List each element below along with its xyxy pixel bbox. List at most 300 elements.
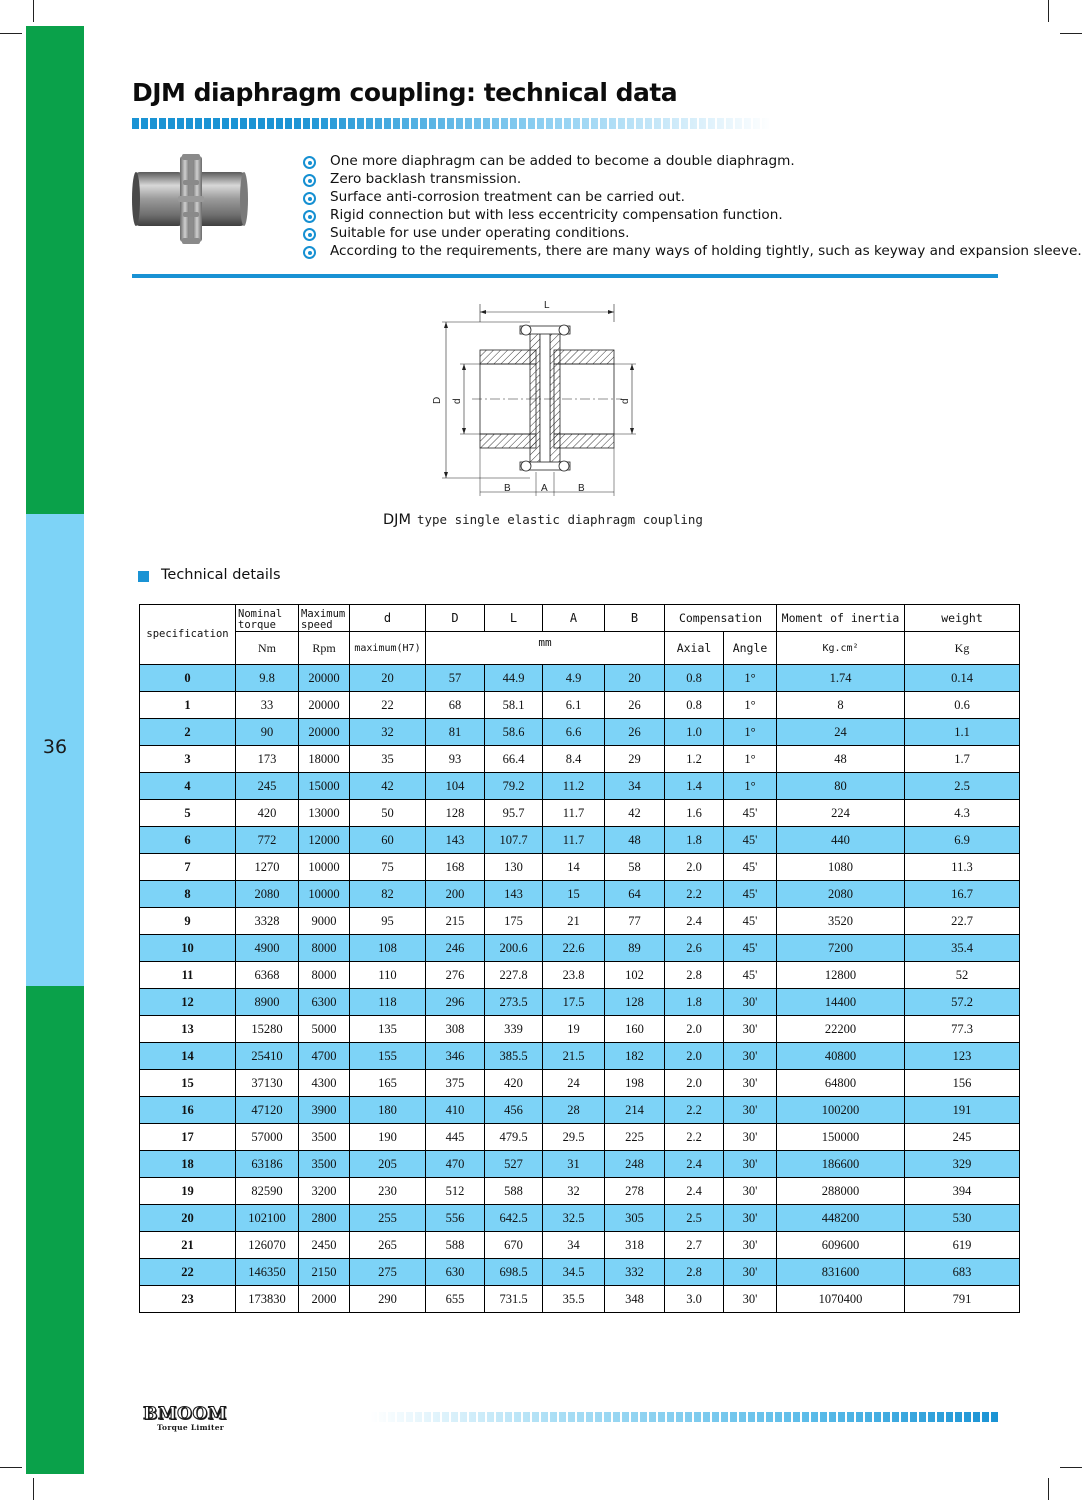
- table-cell: 14400: [777, 989, 905, 1016]
- bullet-icon: [303, 156, 316, 169]
- table-cell: 290: [350, 1286, 426, 1313]
- table-cell: 30': [724, 1097, 777, 1124]
- logo-tagline: Torque Limiter: [157, 1423, 225, 1432]
- table-cell: 8900: [236, 989, 299, 1016]
- table-cell: 1.0: [665, 719, 724, 746]
- header-compensation: Compensation: [665, 605, 777, 632]
- table-cell: 530: [905, 1205, 1020, 1232]
- table-cell: 2.8: [665, 1259, 724, 1286]
- table-cell: 1°: [724, 665, 777, 692]
- table-cell: 2000: [299, 1286, 350, 1313]
- table-cell: 32.5: [543, 1205, 605, 1232]
- coupling-drawing: [420, 296, 660, 500]
- table-cell: 2.4: [665, 908, 724, 935]
- table-cell: 305: [605, 1205, 665, 1232]
- table-row: [140, 1286, 1020, 1313]
- table-cell: 2.8: [665, 962, 724, 989]
- table-cell: 1°: [724, 773, 777, 800]
- table-cell: 44.9: [485, 665, 543, 692]
- header-D: D: [426, 605, 485, 632]
- dim-d-right-label: d: [620, 398, 631, 404]
- table-cell: 332: [605, 1259, 665, 1286]
- header-maximum-speed: Maximum speed: [299, 605, 350, 632]
- table-cell: 60: [350, 827, 426, 854]
- table-cell: 26: [605, 719, 665, 746]
- table-cell: 123: [905, 1043, 1020, 1070]
- caption-code: DJM: [383, 512, 411, 528]
- header-L: L: [485, 605, 543, 632]
- table-cell: 95.7: [485, 800, 543, 827]
- table-row: [140, 881, 1020, 908]
- cell-specification: 13: [140, 1016, 236, 1043]
- table-cell: 15000: [299, 773, 350, 800]
- table-row: [140, 746, 1020, 773]
- table-row: [140, 1259, 1020, 1286]
- table-cell: 173: [236, 746, 299, 773]
- table-cell: 4300: [299, 1070, 350, 1097]
- table-cell: 20000: [299, 719, 350, 746]
- feature-item: [302, 242, 1082, 260]
- table-cell: 80: [777, 773, 905, 800]
- table-cell: 230: [350, 1178, 426, 1205]
- table-cell: 2.2: [665, 1097, 724, 1124]
- unit-kgcm: Kg.cm²: [777, 632, 905, 665]
- table-cell: 95: [350, 908, 426, 935]
- table-cell: 1.8: [665, 827, 724, 854]
- table-cell: 4.9: [543, 665, 605, 692]
- table-cell: 420: [485, 1070, 543, 1097]
- header-A: A: [543, 605, 605, 632]
- table-cell: 609600: [777, 1232, 905, 1259]
- table-cell: 346: [426, 1043, 485, 1070]
- table-cell: 1.2: [665, 746, 724, 773]
- table-cell: 619: [905, 1232, 1020, 1259]
- table-cell: 2.0: [665, 1016, 724, 1043]
- table-row: [140, 773, 1020, 800]
- table-cell: 20: [350, 665, 426, 692]
- table-cell: 831600: [777, 1259, 905, 1286]
- table-cell: 89: [605, 935, 665, 962]
- table-cell: 35.5: [543, 1286, 605, 1313]
- table-cell: 146350: [236, 1259, 299, 1286]
- table-cell: 30': [724, 1178, 777, 1205]
- table-cell: 82: [350, 881, 426, 908]
- crop-mark: [1048, 0, 1049, 22]
- table-cell: 1.1: [905, 719, 1020, 746]
- cell-specification: 17: [140, 1124, 236, 1151]
- bullet-icon: [303, 192, 316, 205]
- table-cell: 655: [426, 1286, 485, 1313]
- table-cell: 30': [724, 1205, 777, 1232]
- page-number: 36: [42, 736, 68, 758]
- table-cell: 3328: [236, 908, 299, 935]
- table-cell: 683: [905, 1259, 1020, 1286]
- table-cell: 1°: [724, 719, 777, 746]
- table-cell: 128: [605, 989, 665, 1016]
- table-cell: 77.3: [905, 1016, 1020, 1043]
- unit-nm: Nm: [236, 632, 299, 665]
- table-cell: 20000: [299, 665, 350, 692]
- table-cell: 110: [350, 962, 426, 989]
- table-cell: 20000: [299, 692, 350, 719]
- table-cell: 3.0: [665, 1286, 724, 1313]
- table-row: [140, 1097, 1020, 1124]
- table-cell: 224: [777, 800, 905, 827]
- table-cell: 308: [426, 1016, 485, 1043]
- table-cell: 128: [426, 800, 485, 827]
- table-cell: 81: [426, 719, 485, 746]
- title-dash-divider: [132, 118, 772, 129]
- table-cell: 42: [605, 800, 665, 827]
- table-cell: 126070: [236, 1232, 299, 1259]
- cell-specification: 19: [140, 1178, 236, 1205]
- table-cell: 12000: [299, 827, 350, 854]
- table-cell: 58: [605, 854, 665, 881]
- table-cell: 42: [350, 773, 426, 800]
- table-cell: 588: [426, 1232, 485, 1259]
- table-cell: 30': [724, 989, 777, 1016]
- table-cell: 0.8: [665, 665, 724, 692]
- table-cell: 8000: [299, 935, 350, 962]
- header-d: d: [350, 605, 426, 632]
- table-cell: 14: [543, 854, 605, 881]
- table-cell: 33: [236, 692, 299, 719]
- table-body: [140, 665, 1020, 1313]
- cell-specification: 18: [140, 1151, 236, 1178]
- table-cell: 58.1: [485, 692, 543, 719]
- caption-text: type single elastic diaphragm coupling: [416, 512, 703, 527]
- table-cell: 273.5: [485, 989, 543, 1016]
- table-cell: 1°: [724, 692, 777, 719]
- table-cell: 5000: [299, 1016, 350, 1043]
- cell-specification: 10: [140, 935, 236, 962]
- table-cell: 19: [543, 1016, 605, 1043]
- table-cell: 63186: [236, 1151, 299, 1178]
- table-cell: 2150: [299, 1259, 350, 1286]
- feature-text: Rigid connection but with less eccentricity compensation function.: [330, 207, 783, 223]
- crop-mark: [1060, 33, 1082, 34]
- table-cell: 102100: [236, 1205, 299, 1232]
- header-specification: specification: [140, 605, 236, 665]
- table-cell: 6368: [236, 962, 299, 989]
- table-cell: 30': [724, 1016, 777, 1043]
- table-cell: 17.5: [543, 989, 605, 1016]
- table-cell: 143: [485, 881, 543, 908]
- table-cell: 0.8: [665, 692, 724, 719]
- table-cell: 21: [543, 908, 605, 935]
- table-cell: 32: [543, 1178, 605, 1205]
- sidebar-green-bottom: [26, 986, 84, 1474]
- dim-B-left-label: B: [504, 483, 511, 494]
- table-row: [140, 935, 1020, 962]
- table-cell: 2.7: [665, 1232, 724, 1259]
- table-cell: 11.7: [543, 800, 605, 827]
- section-rule: [132, 274, 998, 278]
- table-cell: 13000: [299, 800, 350, 827]
- table-cell: 104: [426, 773, 485, 800]
- cell-specification: 1: [140, 692, 236, 719]
- table-cell: 45': [724, 854, 777, 881]
- table-cell: 1080: [777, 854, 905, 881]
- table-cell: 791: [905, 1286, 1020, 1313]
- table-cell: 93: [426, 746, 485, 773]
- table-cell: 2450: [299, 1232, 350, 1259]
- table-row: [140, 1043, 1020, 1070]
- table-cell: 135: [350, 1016, 426, 1043]
- table-cell: 255: [350, 1205, 426, 1232]
- table-cell: 45': [724, 935, 777, 962]
- cell-specification: 23: [140, 1286, 236, 1313]
- table-cell: 47120: [236, 1097, 299, 1124]
- table-cell: 215: [426, 908, 485, 935]
- table-cell: 29: [605, 746, 665, 773]
- table-row: [140, 854, 1020, 881]
- table-cell: 339: [485, 1016, 543, 1043]
- table-cell: 8: [777, 692, 905, 719]
- table-cell: 6.1: [543, 692, 605, 719]
- table-cell: 28: [543, 1097, 605, 1124]
- table-cell: 9.8: [236, 665, 299, 692]
- table-row: [140, 989, 1020, 1016]
- logo-name: BMOOM: [143, 1404, 228, 1424]
- sidebar-green-top: [26, 26, 84, 514]
- table-cell: 79.2: [485, 773, 543, 800]
- cell-specification: 11: [140, 962, 236, 989]
- table-row: [140, 962, 1020, 989]
- table-cell: 348: [605, 1286, 665, 1313]
- table-cell: 45': [724, 800, 777, 827]
- table-cell: 18000: [299, 746, 350, 773]
- table-cell: 8.4: [543, 746, 605, 773]
- table-cell: 50: [350, 800, 426, 827]
- table-cell: 22: [350, 692, 426, 719]
- table-cell: 1270: [236, 854, 299, 881]
- section-title: Technical details: [161, 567, 281, 583]
- table-cell: 107.7: [485, 827, 543, 854]
- table-cell: 57: [426, 665, 485, 692]
- cell-specification: 0: [140, 665, 236, 692]
- table-cell: 24: [543, 1070, 605, 1097]
- crop-mark: [33, 0, 34, 22]
- table-cell: 9000: [299, 908, 350, 935]
- table-cell: 118: [350, 989, 426, 1016]
- table-cell: 102: [605, 962, 665, 989]
- table-cell: 2.5: [665, 1205, 724, 1232]
- table-cell: 6.6: [543, 719, 605, 746]
- table-cell: 82590: [236, 1178, 299, 1205]
- table-cell: 34.5: [543, 1259, 605, 1286]
- cell-specification: 21: [140, 1232, 236, 1259]
- table-cell: 3200: [299, 1178, 350, 1205]
- table-cell: 40800: [777, 1043, 905, 1070]
- table-cell: 11.3: [905, 854, 1020, 881]
- table-cell: 2080: [236, 881, 299, 908]
- cell-specification: 2: [140, 719, 236, 746]
- table-cell: 143: [426, 827, 485, 854]
- table-cell: 2.2: [665, 1124, 724, 1151]
- bullet-icon: [303, 228, 316, 241]
- table-cell: 45': [724, 962, 777, 989]
- table-cell: 64800: [777, 1070, 905, 1097]
- feature-text: According to the requirements, there are many ways of holding tightly, such as keyway and expansion sleeve.: [330, 243, 1082, 259]
- table-cell: 77: [605, 908, 665, 935]
- table-cell: 20: [605, 665, 665, 692]
- feature-list: [302, 152, 1082, 260]
- table-cell: 4700: [299, 1043, 350, 1070]
- table-cell: 527: [485, 1151, 543, 1178]
- table-cell: 410: [426, 1097, 485, 1124]
- table-cell: 0.6: [905, 692, 1020, 719]
- dim-A-label: A: [541, 483, 548, 494]
- table-cell: 100200: [777, 1097, 905, 1124]
- table-cell: 6300: [299, 989, 350, 1016]
- table-cell: 200: [426, 881, 485, 908]
- table-cell: 35: [350, 746, 426, 773]
- table-cell: 329: [905, 1151, 1020, 1178]
- table-cell: 64: [605, 881, 665, 908]
- table-cell: 191: [905, 1097, 1020, 1124]
- table-cell: 456: [485, 1097, 543, 1124]
- table-cell: 630: [426, 1259, 485, 1286]
- table-cell: 130: [485, 854, 543, 881]
- table-cell: 173830: [236, 1286, 299, 1313]
- table-cell: 160: [605, 1016, 665, 1043]
- coupling-photo: [130, 150, 250, 248]
- dim-d-left-label: d: [452, 398, 463, 404]
- table-cell: 29.5: [543, 1124, 605, 1151]
- table-cell: 90: [236, 719, 299, 746]
- page-title: DJM diaphragm coupling: technical data: [132, 78, 678, 107]
- table-cell: 2.4: [665, 1151, 724, 1178]
- table-cell: 182: [605, 1043, 665, 1070]
- unit-rpm: Rpm: [299, 632, 350, 665]
- crop-mark: [33, 1478, 34, 1500]
- table-cell: 30': [724, 1286, 777, 1313]
- table-cell: 30': [724, 1151, 777, 1178]
- table-cell: 445: [426, 1124, 485, 1151]
- table-cell: 375: [426, 1070, 485, 1097]
- table-cell: 448200: [777, 1205, 905, 1232]
- table-cell: 10000: [299, 881, 350, 908]
- table-cell: 15280: [236, 1016, 299, 1043]
- table-cell: 150000: [777, 1124, 905, 1151]
- table-cell: 30': [724, 1124, 777, 1151]
- table-cell: 30': [724, 1070, 777, 1097]
- table-cell: 394: [905, 1178, 1020, 1205]
- table-cell: 10000: [299, 854, 350, 881]
- table-cell: 698.5: [485, 1259, 543, 1286]
- table-cell: 1.4: [665, 773, 724, 800]
- table-cell: 3500: [299, 1151, 350, 1178]
- table-cell: 37130: [236, 1070, 299, 1097]
- feature-item: [302, 206, 1082, 224]
- table-cell: 440: [777, 827, 905, 854]
- table-cell: 588: [485, 1178, 543, 1205]
- table-cell: 205: [350, 1151, 426, 1178]
- table-cell: 2.4: [665, 1178, 724, 1205]
- cell-specification: 20: [140, 1205, 236, 1232]
- table-cell: 15: [543, 881, 605, 908]
- table-cell: 34: [543, 1232, 605, 1259]
- table-cell: 175: [485, 908, 543, 935]
- table-cell: 2080: [777, 881, 905, 908]
- table-cell: 75: [350, 854, 426, 881]
- crop-mark: [0, 33, 22, 34]
- technical-data-table: [139, 604, 1020, 1313]
- footer-dash-divider: [370, 1412, 998, 1422]
- unit-max-h7: maximum(H7): [350, 632, 426, 665]
- table-cell: 245: [236, 773, 299, 800]
- crop-mark: [1060, 1467, 1082, 1468]
- table-row: [140, 692, 1020, 719]
- header-moment-of-inertia: Moment of inertia: [777, 605, 905, 632]
- table-cell: 22.6: [543, 935, 605, 962]
- dim-L-label: L: [544, 300, 550, 311]
- table-cell: 52: [905, 962, 1020, 989]
- table-cell: 731.5: [485, 1286, 543, 1313]
- table-cell: 108: [350, 935, 426, 962]
- table-cell: 180: [350, 1097, 426, 1124]
- cell-specification: 9: [140, 908, 236, 935]
- table-row: [140, 1232, 1020, 1259]
- table-cell: 24: [777, 719, 905, 746]
- table-cell: 1°: [724, 746, 777, 773]
- feature-item: [302, 152, 1082, 170]
- table-cell: 45': [724, 908, 777, 935]
- cell-specification: 15: [140, 1070, 236, 1097]
- table-cell: 1070400: [777, 1286, 905, 1313]
- table-cell: 30': [724, 1232, 777, 1259]
- table-cell: 318: [605, 1232, 665, 1259]
- feature-text: Surface anti-corrosion treatment can be carried out.: [330, 189, 685, 205]
- table-cell: 3520: [777, 908, 905, 935]
- table-cell: 155: [350, 1043, 426, 1070]
- feature-text: Suitable for use under operating conditions.: [330, 225, 630, 241]
- table-cell: 68: [426, 692, 485, 719]
- table-cell: 25410: [236, 1043, 299, 1070]
- table-cell: 4.3: [905, 800, 1020, 827]
- table-cell: 168: [426, 854, 485, 881]
- table-cell: 2.5: [905, 773, 1020, 800]
- table-cell: 66.4: [485, 746, 543, 773]
- table-cell: 8000: [299, 962, 350, 989]
- table-row: [140, 1151, 1020, 1178]
- cell-specification: 12: [140, 989, 236, 1016]
- table-cell: 1.6: [665, 800, 724, 827]
- table-cell: 1.7: [905, 746, 1020, 773]
- table-cell: 227.8: [485, 962, 543, 989]
- unit-angle: Angle: [724, 632, 777, 665]
- bullet-icon: [303, 210, 316, 223]
- unit-axial: Axial: [665, 632, 724, 665]
- table-cell: 156: [905, 1070, 1020, 1097]
- unit-kg: Kg: [905, 632, 1020, 665]
- table-row: [140, 1070, 1020, 1097]
- table-cell: 45': [724, 881, 777, 908]
- cell-specification: 8: [140, 881, 236, 908]
- dim-B-right-label: B: [578, 483, 585, 494]
- table-cell: 45': [724, 827, 777, 854]
- table-cell: 32: [350, 719, 426, 746]
- table-cell: 30': [724, 1043, 777, 1070]
- table-cell: 3500: [299, 1124, 350, 1151]
- table-cell: 31: [543, 1151, 605, 1178]
- table-cell: 1.74: [777, 665, 905, 692]
- table-row: [140, 1124, 1020, 1151]
- header-weight: weight: [905, 605, 1020, 632]
- table-cell: 198: [605, 1070, 665, 1097]
- table-cell: 57.2: [905, 989, 1020, 1016]
